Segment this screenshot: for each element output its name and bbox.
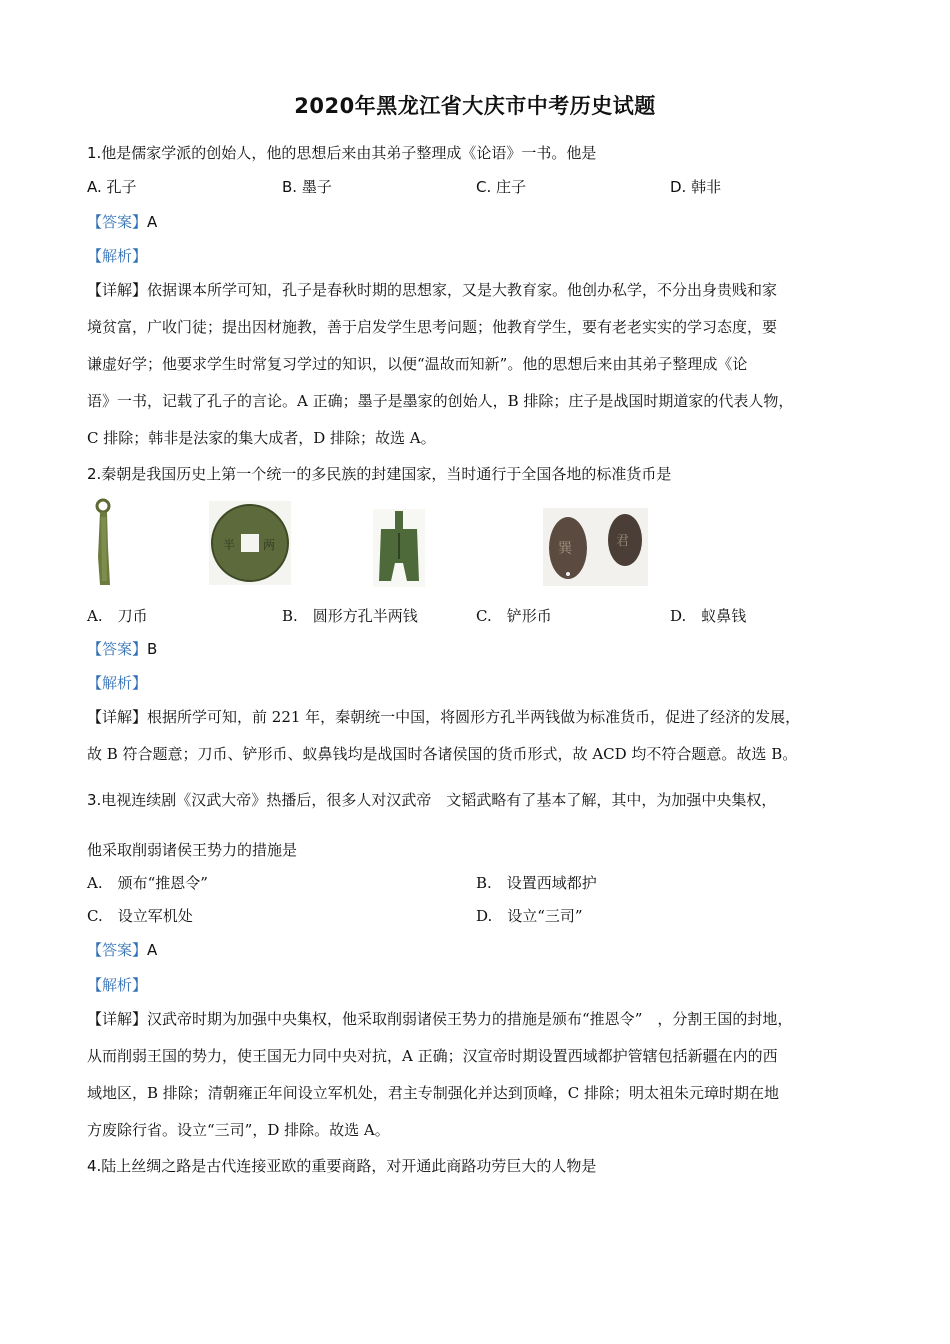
- q2-detail-text-1: 根据所学可知，前 221 年，秦朝统一中国，将圆形方孔半两钱做为标准货币，促进了经济的发展，: [147, 708, 801, 726]
- q3-detail-line-1: [87, 1009, 877, 1029]
- q2-detail-line-2: 故 B 符合题意；刀币、铲形币、蚁鼻钱均是战国时各诸侯国的货币形式，故 ACD 均不符合题意。故选 B。: [87, 745, 798, 763]
- svg-text:君: 君: [616, 534, 630, 549]
- analysis-tag: 【解析】: [87, 976, 148, 994]
- q3-detail-line-3: 域地区，B 排除；清朝雍正年间设立军机处，君主专制强化并达到顶峰，C 排除；明太祖朱元璋时期在地: [87, 1084, 780, 1102]
- q1-analysis-row: [87, 246, 877, 266]
- q2-option-b: B. 圆形方孔半两钱: [282, 607, 418, 625]
- q1-option-a: A. 孔子: [87, 178, 137, 196]
- q3-detail-line-4: 方废除行省。设立“三司”，D 排除。故选 A。: [87, 1121, 390, 1139]
- q3-option-b: B. 设置西域都护: [476, 874, 597, 892]
- question-1-stem: 1.他是儒家学派的创始人，他的思想后来由其弟子整理成《论语》一书。他是: [87, 144, 597, 162]
- question-2-stem: 2.秦朝是我国历史上第一个统一的多民族的封建国家，当时通行于全国各地的标准货币是: [87, 465, 672, 483]
- question-3-stem-line-1: 3.电视连续剧《汉武大帝》热播后，很多人对汉武帝 文韬武略有了基本了解，其中，为加强中央集权，: [87, 791, 777, 809]
- q1-detail-line-3: 谦虚好学；他要求学生时常复习学过的知识，以便“温故而知新”。他的思想后来由其弟子整理成《论: [87, 355, 748, 373]
- spade-coin-image: [373, 509, 425, 587]
- q1-detail-line-1: [87, 280, 877, 300]
- q1-answer-value: A: [147, 213, 158, 231]
- q1-option-b: B. 墨子: [282, 178, 332, 196]
- answer-tag: 【答案】: [87, 640, 148, 658]
- q3-analysis-row: [87, 975, 877, 995]
- analysis-tag: 【解析】: [87, 247, 148, 265]
- q3-option-a: A. 颁布“推恩令”: [87, 874, 208, 892]
- q1-detail-line-2: 境贫富，广收门徒；提出因材施教，善于启发学生思考问题；他教育学生，要有老老实实的学习态度，要: [87, 318, 778, 336]
- page-title: 2020年黑龙江省大庆市中考历史试题: [294, 94, 656, 118]
- q3-option-d: D. 设立“三司”: [476, 907, 583, 925]
- q2-option-c: C. 铲形币: [476, 607, 552, 625]
- svg-text:半: 半: [223, 538, 236, 552]
- svg-text:巽: 巽: [558, 541, 572, 557]
- q1-detail-text-1: 依据课本所学可知，孔子是春秋时期的思想家，又是大教育家。他创办私学，不分出身贵贱和家: [147, 281, 778, 299]
- ant-nose-coin-image: [543, 508, 648, 586]
- q2-detail-line-1: [87, 707, 877, 727]
- q1-detail-line-4: 语》一书，记载了孔子的言论。A 正确；墨子是墨家的创始人，B 排除；庄子是战国时期道家的代表人物，: [87, 392, 794, 410]
- q1-option-d: D. 韩非: [670, 178, 722, 196]
- q2-answer-value: B: [147, 640, 158, 658]
- detail-tag: 【详解】: [87, 1010, 148, 1028]
- q3-option-c: C. 设立军机处: [87, 907, 193, 925]
- q3-answer-row: [87, 940, 877, 960]
- q3-detail-text-1: 汉武帝时期为加强中央集权，他采取削弱诸侯王势力的措施是颁布“推恩令” ，分割王国的封地，: [147, 1010, 793, 1028]
- q2-option-a: A. 刀币: [87, 607, 148, 625]
- detail-tag: 【详解】: [87, 708, 148, 726]
- knife-coin-image: [86, 497, 118, 589]
- question-3-stem-line-2: 他采取削弱诸侯王势力的措施是: [87, 841, 298, 859]
- q1-option-c: C. 庄子: [476, 178, 527, 196]
- q2-analysis-row: [87, 673, 877, 693]
- detail-tag: 【详解】: [87, 281, 148, 299]
- answer-tag: 【答案】: [87, 941, 148, 959]
- answer-tag: 【答案】: [87, 213, 148, 231]
- svg-text:两: 两: [263, 538, 276, 552]
- round-coin-image: [209, 501, 291, 585]
- question-4-stem: 4.陆上丝绸之路是古代连接亚欧的重要商路，对开通此商路功劳巨大的人物是: [87, 1157, 597, 1175]
- q3-answer-value: A: [147, 941, 158, 959]
- q1-answer-row: [87, 212, 877, 232]
- q2-answer-row: [87, 639, 877, 659]
- analysis-tag: 【解析】: [87, 674, 148, 692]
- q3-detail-line-2: 从而削弱王国的势力，使王国无力同中央对抗，A 正确；汉宣帝时期设置西域都护管辖包括新疆在内的西: [87, 1047, 778, 1065]
- q2-option-d: D. 蚁鼻钱: [670, 607, 747, 625]
- q1-detail-line-5: C 排除；韩非是法家的集大成者，D 排除；故选 A。: [87, 429, 436, 447]
